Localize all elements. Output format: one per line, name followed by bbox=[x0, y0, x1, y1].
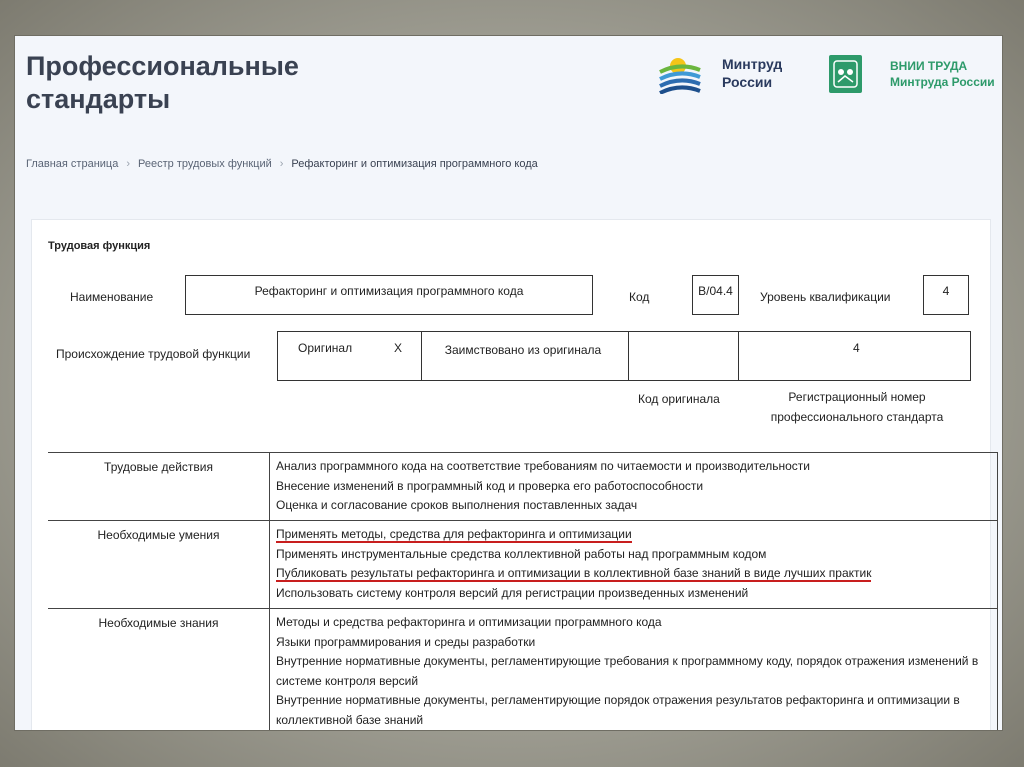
breadcrumb-current: Рефакторинг и оптимизация программного кода bbox=[291, 158, 538, 170]
code-value: B/04.4 bbox=[698, 284, 733, 298]
site-title[interactable]: Профессиональные стандарты bbox=[26, 51, 299, 114]
vnii-logo-icon[interactable] bbox=[829, 55, 862, 93]
original-label: Оригинал bbox=[298, 341, 353, 355]
row-heading: Необходимые знания bbox=[48, 609, 270, 731]
card-title: Трудовая функция bbox=[48, 240, 151, 252]
origin-divider-3 bbox=[738, 332, 739, 380]
level-value-box bbox=[923, 275, 969, 315]
underlined-text: Применять методы, средства для рефакторинга и оптимизации bbox=[276, 527, 632, 541]
row-body bbox=[270, 453, 998, 521]
table-row bbox=[48, 453, 998, 521]
original-mark: X bbox=[394, 341, 403, 355]
origin-divider-2 bbox=[628, 332, 629, 380]
chevron-right-icon: › bbox=[126, 158, 131, 170]
function-details-table bbox=[48, 452, 998, 730]
mintrud-logo-icon[interactable] bbox=[658, 54, 702, 94]
borrowed-label: Заимствовано из оригинала bbox=[444, 343, 602, 357]
origin-row-box bbox=[277, 331, 971, 381]
slide-screenshot bbox=[15, 36, 1002, 730]
breadcrumb-home[interactable]: Главная страница bbox=[26, 158, 119, 170]
list-item: Внесение изменений в программный код и проверка его работоспособности bbox=[276, 478, 704, 493]
vnii-logo-text[interactable]: ВНИИ ТРУДА Минтруда России bbox=[890, 59, 995, 89]
breadcrumb-registry[interactable]: Реестр трудовых функций bbox=[138, 158, 272, 170]
row-body bbox=[270, 609, 998, 731]
reg-number-value: 4 bbox=[853, 341, 860, 355]
original-code-label: Код оригинала bbox=[638, 392, 720, 406]
row-heading: Необходимые умения bbox=[48, 521, 270, 609]
underlined-text: Публиковать результаты рефакторинга и оптимизации в коллективной базе знаний в виде лучших практик bbox=[276, 566, 872, 580]
list-item: Языки программирования и среды разработки bbox=[276, 634, 536, 649]
name-value-box bbox=[185, 275, 593, 315]
list-item bbox=[276, 525, 991, 545]
list-item: Использовать систему контроля версий для регистрации произведенных изменений bbox=[276, 585, 749, 600]
list-item: Оценка и согласование сроков выполнения поставленных задач bbox=[276, 498, 638, 512]
table-row bbox=[48, 609, 998, 731]
name-value: Рефакторинг и оптимизация программного кода bbox=[254, 284, 524, 298]
labor-function-card bbox=[31, 219, 991, 730]
reg-number-label: Регистрационный номер профессионального стандарта bbox=[770, 390, 944, 424]
origin-divider-1 bbox=[421, 332, 422, 380]
list-item: Анализ программного кода на соответствие требованиям по читаемости и производительности bbox=[276, 459, 810, 473]
row-heading: Трудовые действия bbox=[48, 453, 270, 521]
breadcrumb bbox=[26, 158, 538, 170]
list-item: Внутренние нормативные документы, регламентирующие требования к программному коду, порядок отражения изменений в системе контроля версий bbox=[276, 654, 979, 688]
level-label: Уровень квалификации bbox=[760, 290, 891, 304]
table-row bbox=[48, 521, 998, 609]
list-item: Внутренние нормативные документы, регламентирующие порядок отражения результатов рефакторинга и оптимизации в коллективной базе знаний bbox=[276, 693, 960, 727]
mintrud-logo-text[interactable]: Минтруд России bbox=[722, 56, 783, 90]
chevron-right-icon: › bbox=[279, 158, 284, 170]
name-label: Наименование bbox=[70, 290, 154, 304]
code-label: Код bbox=[629, 290, 650, 304]
code-value-box bbox=[692, 275, 739, 315]
level-value: 4 bbox=[942, 284, 950, 298]
list-item bbox=[276, 564, 991, 584]
origin-label: Происхождение трудовой функции bbox=[56, 347, 251, 361]
list-item: Применять инструментальные средства коллективной работы над программным кодом bbox=[276, 546, 767, 561]
list-item: Методы и средства рефакторинга и оптимизации программного кода bbox=[276, 615, 662, 629]
row-body bbox=[270, 521, 998, 609]
